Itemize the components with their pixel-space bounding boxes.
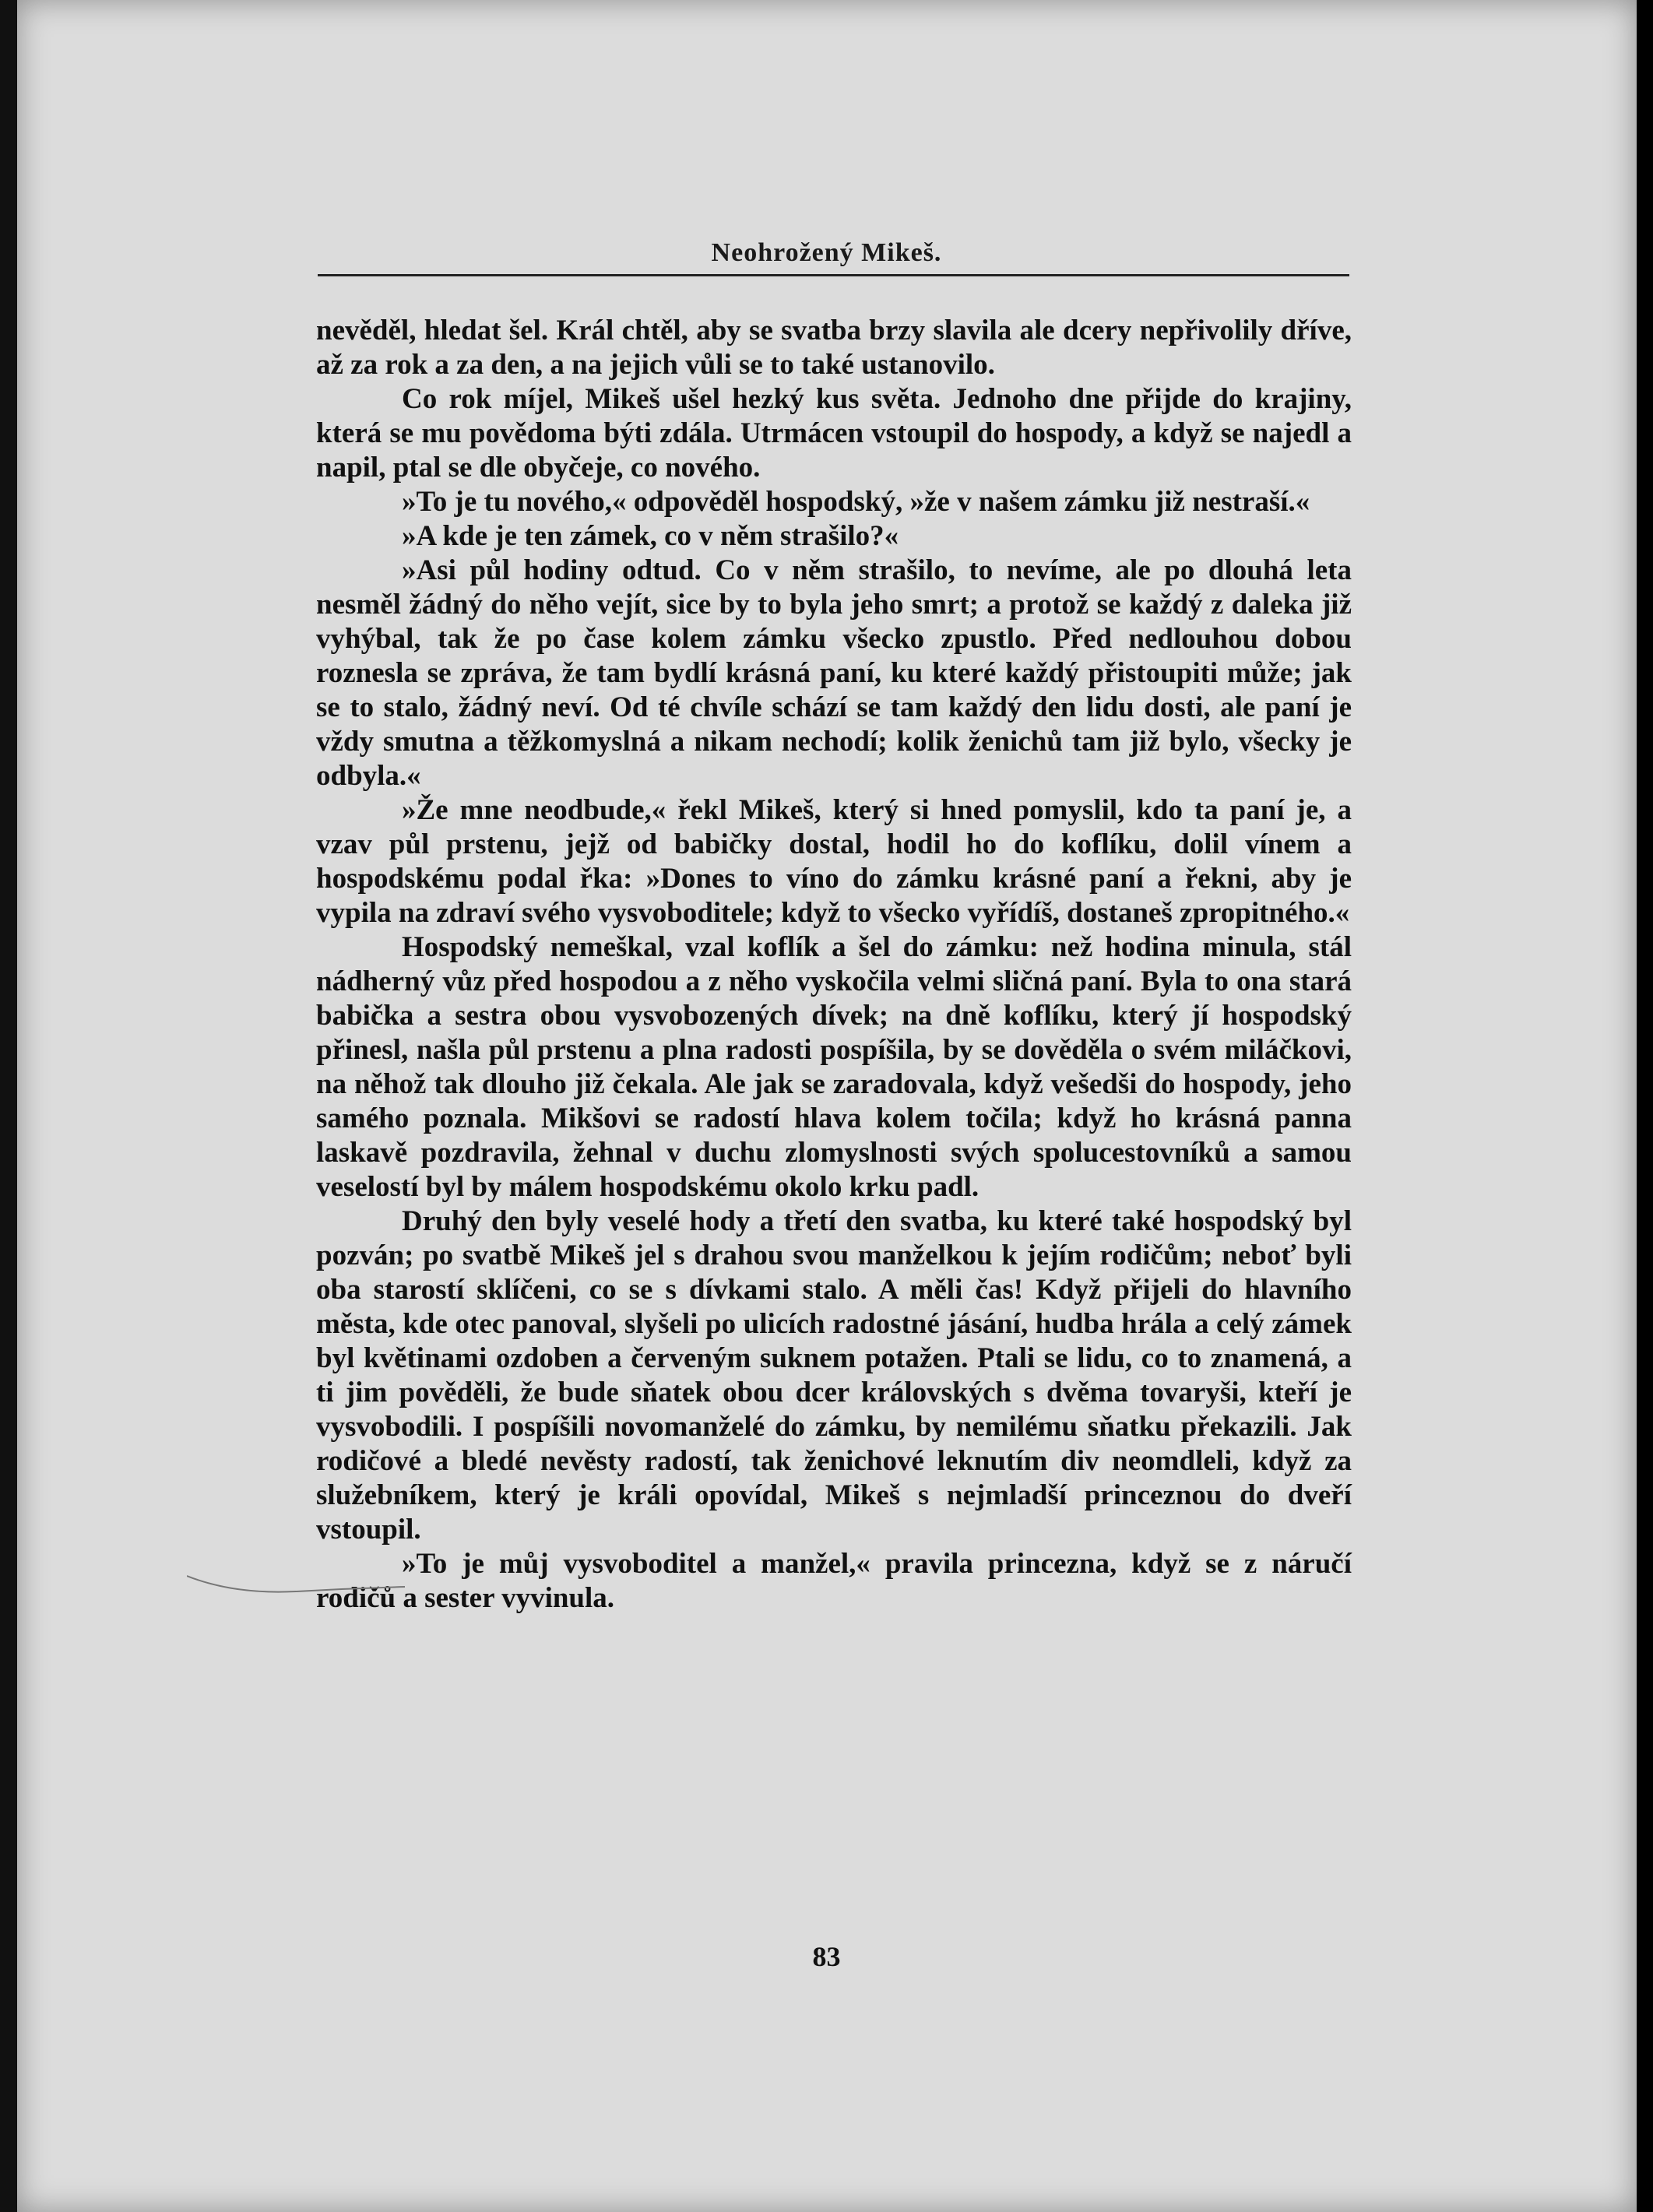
paragraph: »Že mne neodbude,« řekl Mikeš, který si hned pomyslil, kdo ta paní je, a vzav půl prstenu, jejž od babičky dostal, hodil ho do koflíku, dolil vínem a hospodskému podal řka: »Dones to víno do zámku krásné paní a řekni, aby je vypila na zdraví svého vysvoboditele; když to všecko vyřídíš, dostaneš zpropitného.«	[316, 794, 1352, 929]
header-rule	[318, 274, 1349, 276]
paragraph: Hospodský nemeškal, vzal koflík a šel do zámku: než hodina minula, stál nádherný vůz před hospodou a z něho vyskočila velmi sličná paní. Byla to ona stará babička a sestra obou vysvobozených dívek; na dně koflíku, který jí hospodský přinesl, našla půl prstenu a plna radosti pospíšila, by se dověděla o svém miláčkovi, na něhož tak dlouho již čekala. Ale jak se zaradovala, když vešedši do hospody, jeho samého poznala. Mikšovi se radostí hlava kolem točila; když ho krásná panna laskavě pozdravila, žehnal v duchu zlomyslnosti svých spolucestovníků a samou veselostí byl by málem hospodskému okolo krku padl.	[316, 931, 1352, 1203]
paragraph: »To je tu nového,« odpověděl hospodský, »že v našem zámku již nestraší.«	[402, 486, 1310, 518]
scan-right-edge	[1637, 0, 1653, 2212]
running-header: Neohrožený Mikeš.	[711, 238, 942, 267]
paragraph: »A kde je ten zámek, co v něm strašilo?«	[402, 520, 899, 552]
scan-left-edge	[0, 0, 17, 2212]
paragraph: Co rok míjel, Mikeš ušel hezký kus světa. Jednoho dne přijde do krajiny, která se mu povědoma býti zdála. Utrmácen vstoupil do hospody, a když se najedl a napil, ptal se dle obyčeje, co nového.	[316, 383, 1352, 484]
pencil-mark	[187, 1573, 405, 1596]
paragraph: Druhý den byly veselé hody a třetí den svatba, ku které také hospodský byl pozván; po svatbě Mikeš jel s drahou svou manželkou k jejím rodičům; neboť byli oba starostí sklíčeni, co se s dívkami stalo. A měli čas! Když přijeli do hlavního města, kde otec panoval, slyšeli po ulicích radostné jásání, hudba hrála a celý zámek byl květinami ozdoben a červeným suknem potažen. Ptali se lidu, co to znamená, a ti jim pověděli, že bude sňatek obou dcer královských s dvěma tovaryši, kteří je vysvobodili. I pospíšili novomanželé do zámku, by nemilému sňatku překazili. Jak rodičové a bledé nevěsty radostí, tak ženichové leknutím div neomdleli, když za služebníkem, který je králi opovídal, Mikeš s nejmladší princeznou do dveří vstoupil.	[316, 1205, 1352, 1546]
body-text	[316, 314, 1352, 1616]
paragraph: nevěděl, hledat šel. Král chtěl, aby se svatba brzy slavila ale dcery nepřivolily dříve, až za rok a za den, a na jejich vůli se to také ustanovilo.	[316, 315, 1352, 381]
page-number: 83	[812, 1941, 841, 1972]
paragraph: »Asi půl hodiny odtud. Co v něm strašilo, to nevíme, ale po dlouhá leta nesměl žádný do něho vejít, sice by to byla jeho smrt; a protož se každý z daleka již vyhýbal, tak že po čase kolem zámku všecko zpustlo. Před nedlouhou dobou roznesla se zpráva, že tam bydlí krásná paní, ku které každý přistoupiti může; jak se to stalo, žádný neví. Od té chvíle schází se tam každý den lidu dosti, ale paní je vždy smutna a těžkomyslná a nikam nechodí; kolik ženichů tam již bylo, všecky je odbyla.«	[316, 554, 1352, 792]
paragraph: »To je můj vysvoboditel a manžel,« pravila princezna, když se z náručí rodičů a sester vyvinula.	[316, 1548, 1352, 1614]
